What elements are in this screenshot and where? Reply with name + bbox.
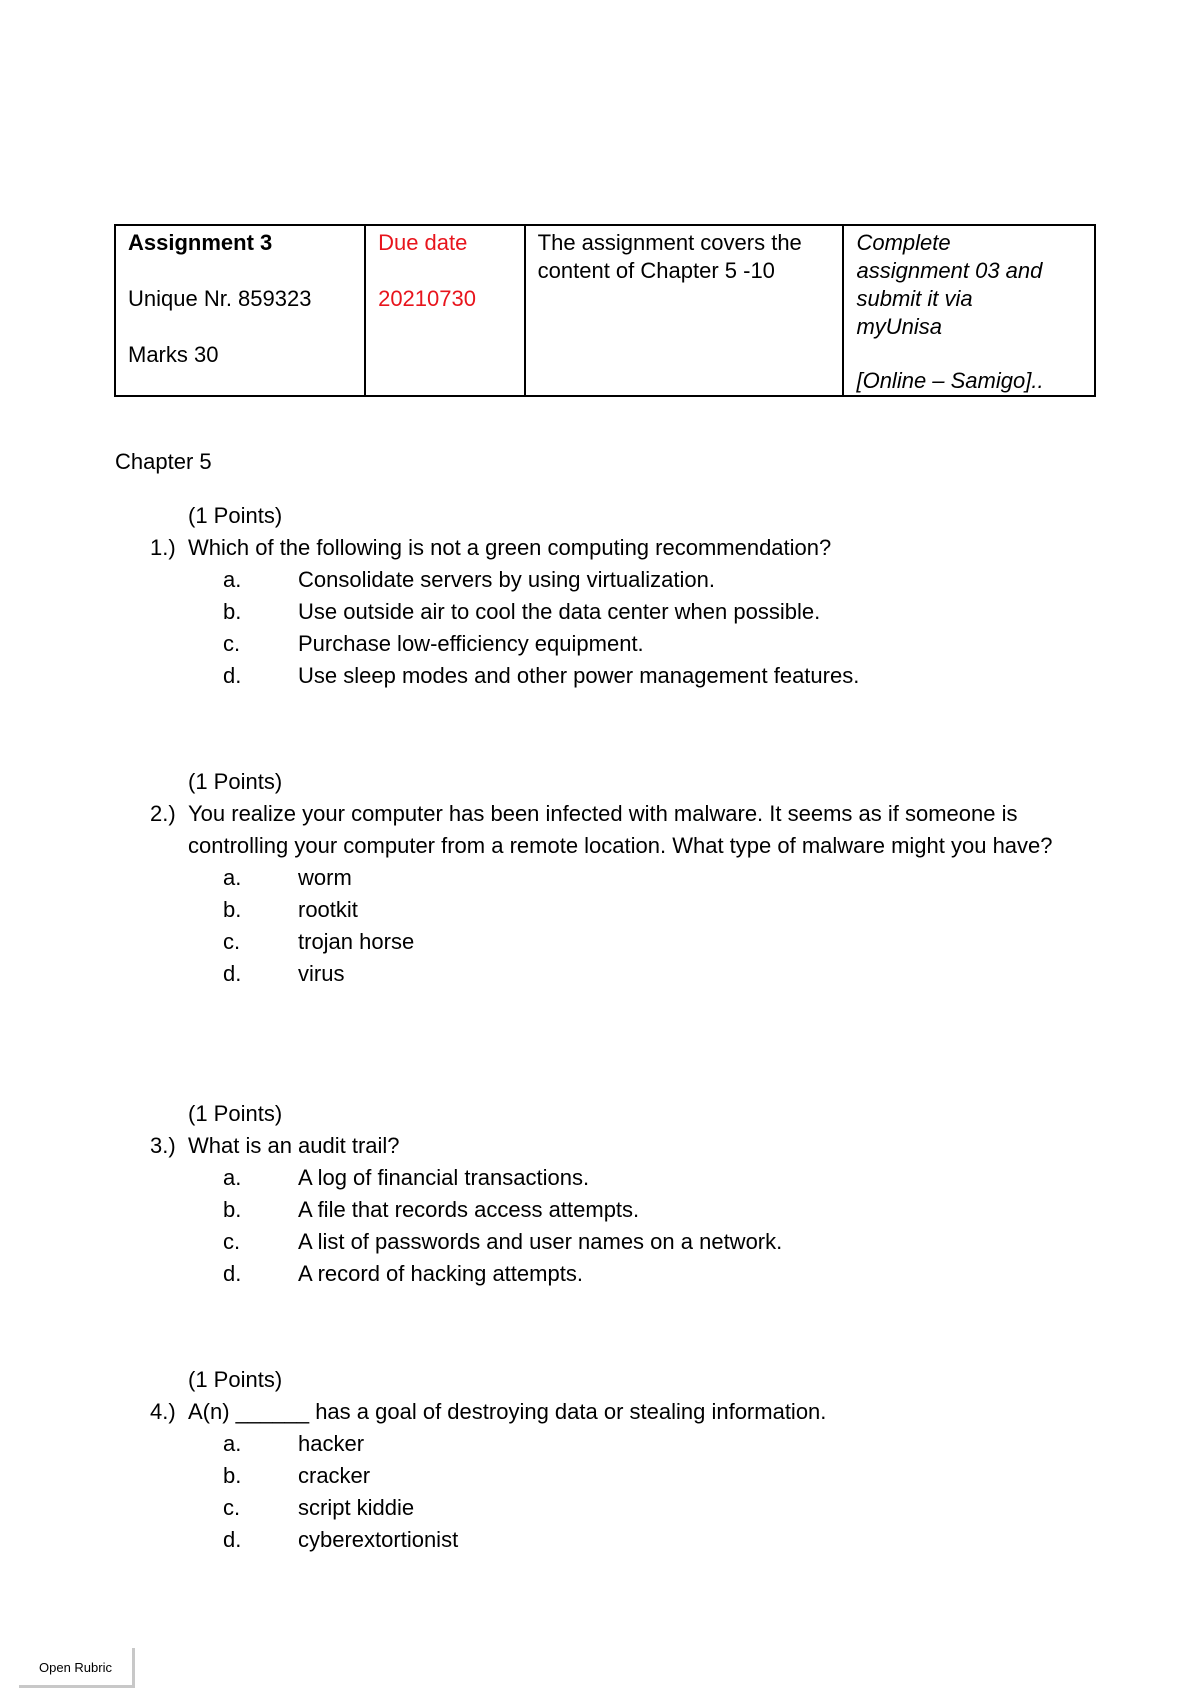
answer-option [150, 1524, 1100, 1556]
question-3 [150, 1098, 1100, 1290]
option-text: A list of passwords and user names on a network. [298, 1229, 783, 1254]
option-text: Consolidate servers by using virtualization. [298, 567, 715, 592]
option-letter: c. [223, 1495, 241, 1520]
question-text [150, 798, 1100, 862]
answer-option [150, 926, 1100, 958]
question-prompt: A(n) ______ has a goal of destroying data or stealing information. [188, 1399, 827, 1424]
option-text: Use sleep modes and other power management features. [298, 663, 860, 688]
question-number: 4.) [150, 1399, 176, 1424]
unique-number: Unique Nr. 859323 [128, 286, 312, 311]
option-letter: b. [223, 897, 242, 922]
option-text: cracker [298, 1463, 371, 1488]
question-prompt: What is an audit trail? [188, 1133, 400, 1158]
due-date-value: 20210730 [378, 286, 476, 311]
option-letter: c. [223, 1229, 241, 1254]
option-text: A record of hacking attempts. [298, 1261, 583, 1286]
answer-options [150, 1162, 1100, 1290]
coverage-cell [525, 225, 844, 396]
marks: Marks 30 [128, 342, 219, 367]
option-text: Purchase low-efficiency equipment. [298, 631, 644, 656]
due-date-cell [365, 225, 525, 396]
option-letter: d. [223, 961, 242, 986]
answer-option [150, 596, 1100, 628]
option-text: script kiddie [298, 1495, 415, 1520]
chapter-heading: Chapter 5 [115, 449, 212, 474]
option-letter: a. [223, 567, 242, 592]
answer-options [150, 862, 1100, 990]
question-number: 3.) [150, 1133, 176, 1158]
question-1 [150, 500, 1100, 692]
question-number: 1.) [150, 535, 176, 560]
answer-option [150, 1194, 1100, 1226]
due-date-label: Due date [378, 230, 468, 255]
assignment-details-cell [115, 225, 365, 396]
question-points: (1 Points) [188, 503, 283, 528]
instructions-cell [843, 225, 1095, 396]
option-letter: b. [223, 1197, 242, 1222]
answer-option [150, 1492, 1100, 1524]
assignment-info-row [115, 225, 1095, 396]
option-letter: d. [223, 1527, 242, 1552]
coverage-text: The assignment covers the content of Chapter 5 -10 [537, 230, 802, 283]
question-4 [150, 1364, 1100, 1556]
question-text [150, 532, 1100, 564]
answer-option [150, 862, 1100, 894]
option-text: trojan horse [298, 929, 415, 954]
option-text: hacker [298, 1431, 365, 1456]
question-points: (1 Points) [188, 769, 283, 794]
option-text: rootkit [298, 897, 358, 922]
option-text: A log of financial transactions. [298, 1165, 590, 1190]
option-text: Use outside air to cool the data center when possible. [298, 599, 821, 624]
answer-option [150, 958, 1100, 990]
open-rubric-button[interactable]: Open Rubric [19, 1648, 135, 1688]
answer-options [150, 1428, 1100, 1556]
question-points: (1 Points) [188, 1367, 283, 1392]
answer-option [150, 660, 1100, 692]
answer-option [150, 1162, 1100, 1194]
option-letter: c. [223, 929, 241, 954]
instructions-line-2: assignment 03 and [856, 258, 1043, 283]
option-text: worm [298, 865, 352, 890]
option-letter: a. [223, 1165, 242, 1190]
option-letter: b. [223, 1463, 242, 1488]
option-text: virus [298, 961, 345, 986]
instructions-line-5: [Online – Samigo].. [856, 368, 1044, 393]
question-text [150, 1396, 1100, 1428]
question-prompt: You realize your computer has been infected with malware. It seems as if someone is controlling your computer from a remote location. What type of malware might you have? [188, 801, 1053, 858]
answer-option [150, 628, 1100, 660]
answer-option [150, 564, 1100, 596]
option-letter: d. [223, 1261, 242, 1286]
assignment-info-table [114, 224, 1096, 397]
option-letter: d. [223, 663, 242, 688]
question-number: 2.) [150, 801, 176, 826]
option-letter: a. [223, 865, 242, 890]
option-letter: b. [223, 599, 242, 624]
question-text [150, 1130, 1100, 1162]
option-letter: a. [223, 1431, 242, 1456]
question-points: (1 Points) [188, 1101, 283, 1126]
option-letter: c. [223, 631, 241, 656]
instructions-line-4: myUnisa [856, 314, 943, 339]
instructions-line-3: submit it via [856, 286, 973, 311]
answer-option [150, 1428, 1100, 1460]
answer-option [150, 1258, 1100, 1290]
question-2 [150, 766, 1100, 990]
answer-option [150, 1460, 1100, 1492]
option-text: cyberextortionist [298, 1527, 459, 1552]
answer-option [150, 1226, 1100, 1258]
answer-options [150, 564, 1100, 692]
assignment-title: Assignment 3 [128, 230, 273, 255]
instructions-line-1: Complete [856, 230, 951, 255]
option-text: A file that records access attempts. [298, 1197, 640, 1222]
answer-option [150, 894, 1100, 926]
question-prompt: Which of the following is not a green computing recommendation? [188, 535, 832, 560]
